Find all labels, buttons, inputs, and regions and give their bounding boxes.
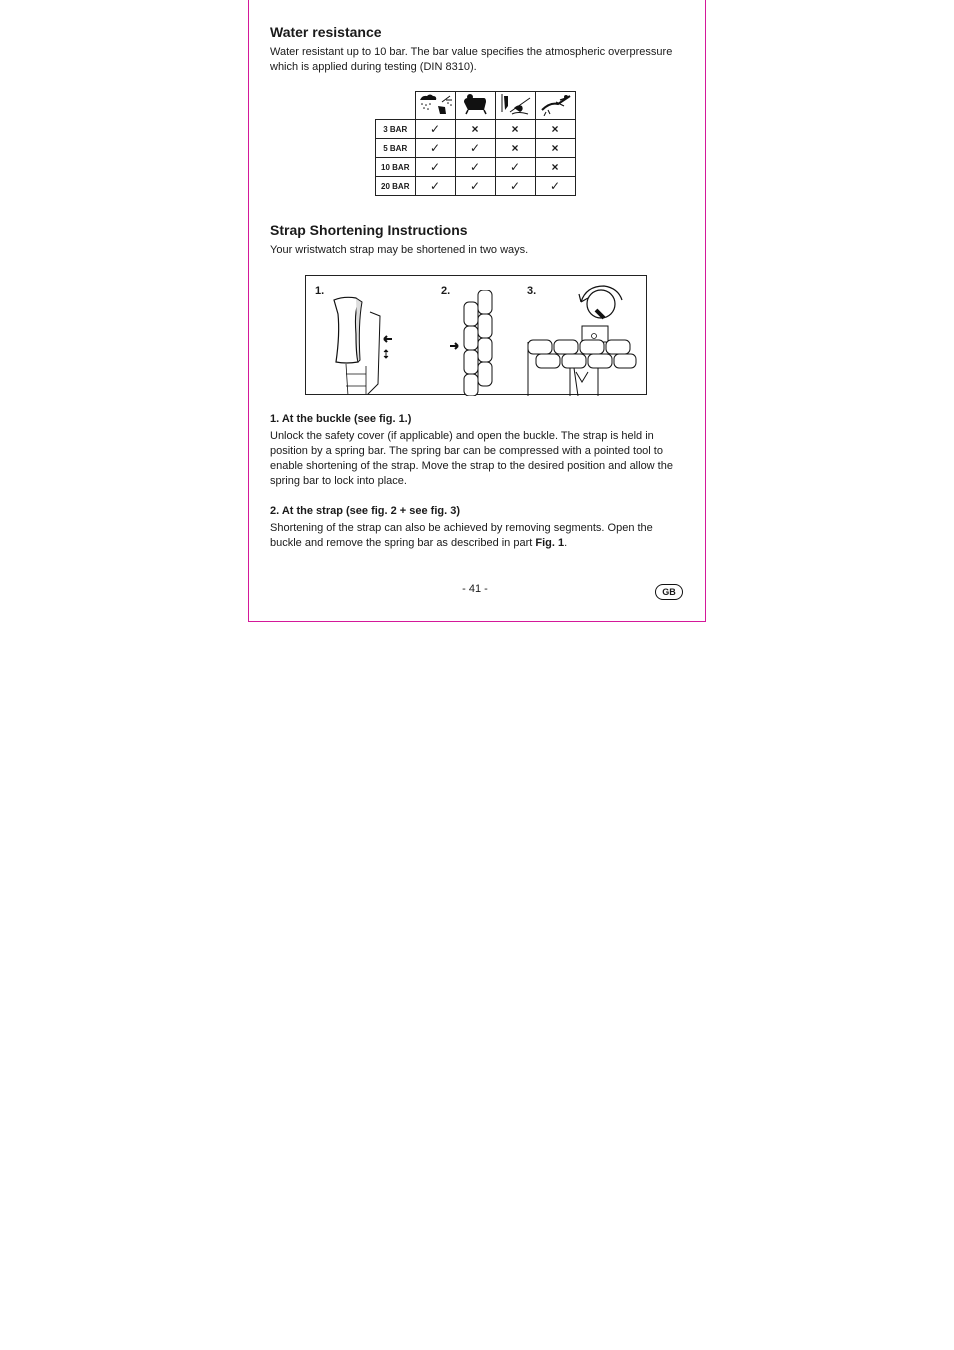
table-row	[376, 158, 576, 177]
table-cell: ×	[455, 120, 495, 139]
strap-heading: Strap Shortening Instructions	[270, 222, 468, 238]
table-cell: ✓	[455, 139, 495, 158]
segment-removal-icon	[526, 284, 641, 396]
table-cell: ✓	[495, 158, 535, 177]
water-resistance-table	[375, 91, 576, 196]
section-2-body-bold: Fig. 1	[535, 537, 565, 549]
figure-2-label: 2.	[441, 285, 451, 297]
bar-label: 5 BAR	[376, 139, 416, 158]
section-1-heading: 1. At the buckle (see fig. 1.)	[270, 413, 412, 425]
buckle-spring-bar-icon	[326, 294, 396, 394]
table-cell: ×	[495, 120, 535, 139]
section-2-body-text: Shortening of the strap can also be achieved by removing segments. Open the buckle and remove the spring bar as described in part	[270, 522, 653, 549]
table-row	[376, 120, 576, 139]
figure-3-label: 3.	[527, 285, 537, 297]
swimming-icon	[495, 92, 535, 120]
water-resistance-heading: Water resistance	[270, 24, 382, 40]
bar-label: 10 BAR	[376, 158, 416, 177]
table-cell: ×	[535, 120, 575, 139]
bar-label: 20 BAR	[376, 177, 416, 196]
strap-figures	[305, 275, 647, 395]
table-cell: ×	[495, 139, 535, 158]
strap-segments-icon	[446, 290, 506, 396]
strap-intro: Your wristwatch strap may be shortened in two ways.	[270, 244, 529, 256]
table-cell: ✓	[455, 177, 495, 196]
table-cell: ✓	[415, 158, 455, 177]
table-row	[376, 139, 576, 158]
table-cell: ✓	[415, 120, 455, 139]
section-2-heading: 2. At the strap (see fig. 2 + see fig. 3)	[270, 505, 461, 517]
table-cell: ×	[535, 158, 575, 177]
water-resistance-intro: Water resistant up to 10 bar. The bar value specifies the atmospheric overpressure which is applied during testing (DIN 8310).	[270, 46, 673, 73]
page-number: - 41 -	[462, 583, 488, 595]
icon-row	[376, 92, 576, 120]
figure-1-label: 1.	[315, 285, 325, 297]
language-badge: GB	[655, 584, 683, 600]
table-cell: ✓	[455, 158, 495, 177]
section-2-body-end: .	[564, 537, 568, 549]
diving-icon	[535, 92, 575, 120]
bathtub-icon	[455, 92, 495, 120]
section-1-body: Unlock the safety cover (if applicable) and open the buckle. The strap is held in position by a spring bar. The spring bar can be compressed with a pointed tool to enable shortening of the strap. Move the strap to the desired position and allow the spring bar to lock into place.	[270, 430, 673, 487]
table-corner	[376, 92, 416, 120]
table-cell: ✓	[415, 177, 455, 196]
table-cell: ✓	[415, 139, 455, 158]
bar-label: 3 BAR	[376, 120, 416, 139]
table-cell: ×	[535, 139, 575, 158]
rain-splash-icon	[415, 92, 455, 120]
section-2-body	[270, 521, 680, 551]
table-cell: ✓	[495, 177, 535, 196]
table-cell: ✓	[535, 177, 575, 196]
manual-page	[248, 0, 706, 622]
table-row	[376, 177, 576, 196]
